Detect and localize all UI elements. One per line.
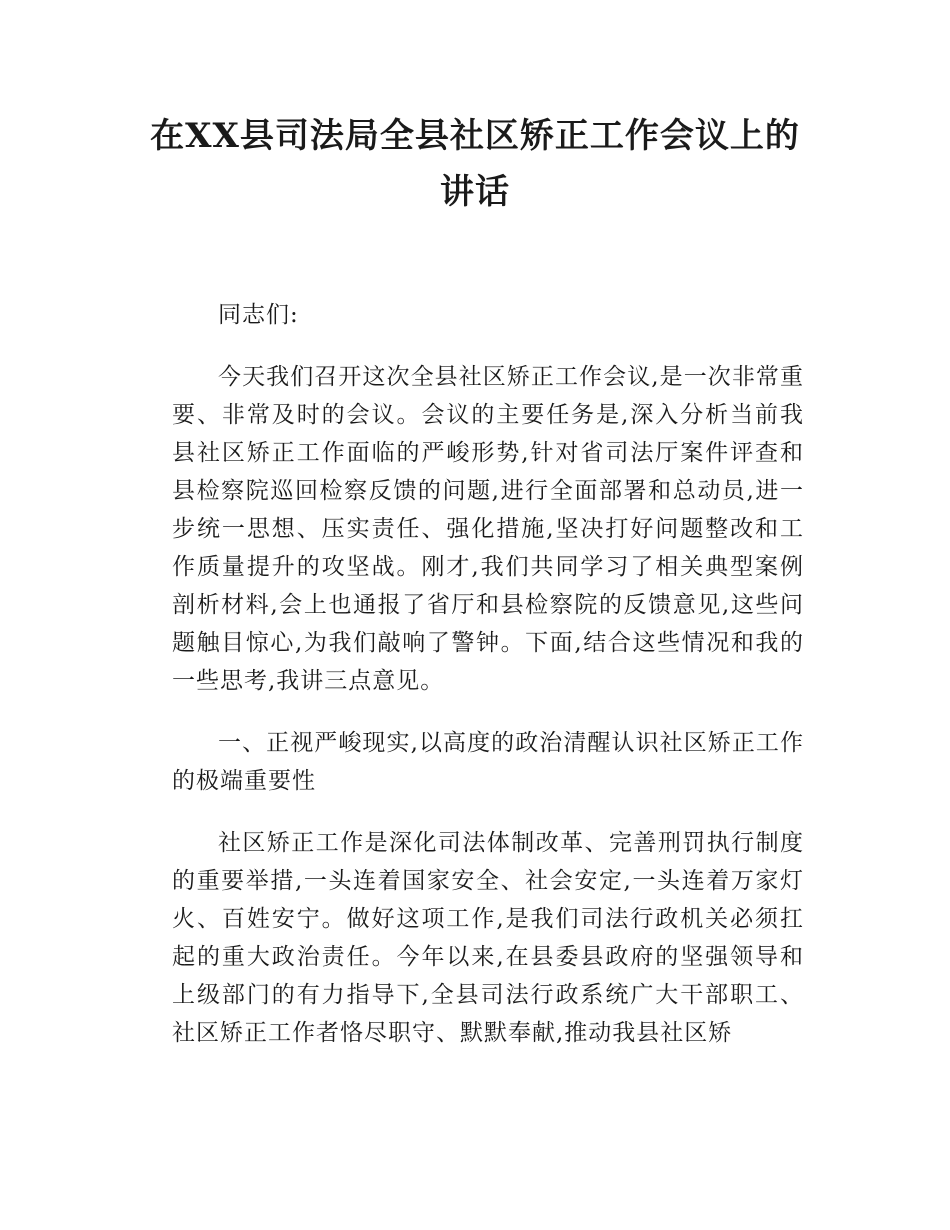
intro-paragraph: 今天我们召开这次全县社区矫正工作会议,是一次非常重要、非常及时的会议。会议的主要任务是,深入分析当前我县社区矫正工作面临的严峻形势,针对省司法厅案件评查和县检察院巡回检察反馈的问题,进行全面部署和总动员,进一步统一思想、压实责任、强化措施,坚决打好问题整改和工作质量提升的攻坚战。刚才,我们共同学习了相关典型案例剖析材料,会上也通报了省厅和县检察院的反馈意见,这些问题触目惊心,为我们敲响了警钟。下面,结合这些情况和我的一些思考,我讲三点意见。 [172,364,804,694]
salutation-paragraph: 同志们: [218,302,299,328]
document-body [172,296,804,1076]
section-heading: 一、正视严峻现实,以高度的政治清醒认识社区矫正工作的极端重要性 [172,730,804,794]
document-title: 在XX县司法局全县社区矫正工作会议上的讲话 [150,116,800,212]
body-paragraph: 社区矫正工作是深化司法体制改革、完善刑罚执行制度的重要举措,一头连着国家安全、社会安定,一头连着万家灯火、百姓安宁。做好这项工作,是我们司法行政机关必须扛起的重大政治责任。今年以来,在县委县政府的坚强领导和上级部门的有力指导下,全县司法行政系统广大干部职工、社区矫正工作者恪尽职守、默默奉献,推动我县社区矫 [172,830,804,1046]
